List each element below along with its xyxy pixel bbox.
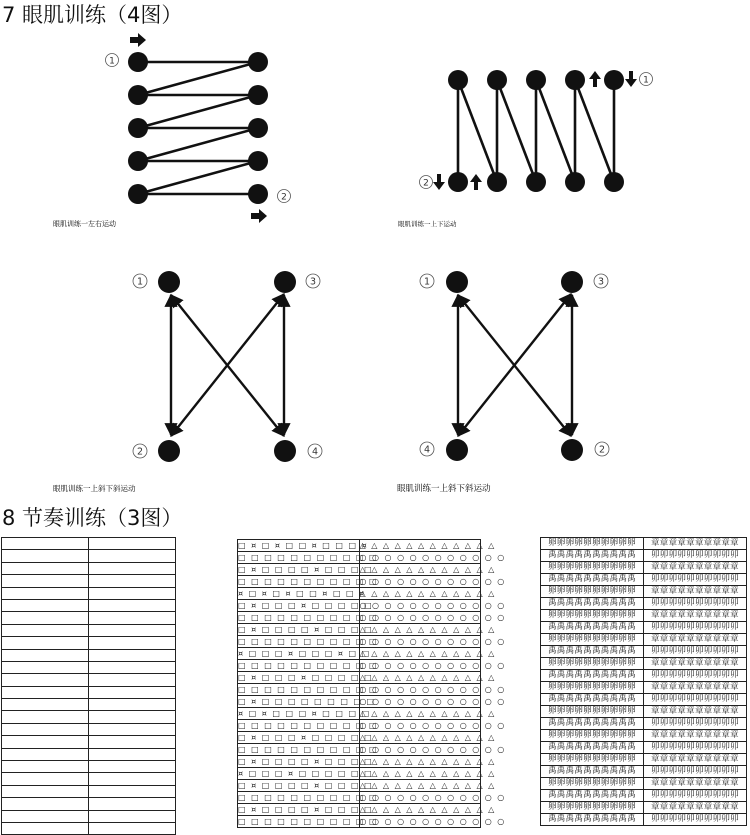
- table-cell: ○ ○ ○ ○ ○ ○ ○ ○ ○ ○ ○ ○: [359, 721, 506, 730]
- table-row: [238, 600, 481, 612]
- arrow-right-icon: [130, 33, 146, 47]
- table-cell: □ ¤ □ □ □ □ ¤ □ □ □ □: [238, 565, 374, 574]
- table-cell: △ △ △ △ △ △ △ △ △ △ △ △: [359, 589, 496, 598]
- table-cell: △ △ △ △ △ △ △ △ △ △ △ △: [359, 625, 496, 634]
- table-cell: [89, 538, 176, 550]
- table-cell: [2, 575, 89, 587]
- table-row: [541, 814, 747, 826]
- eye-diagram-left-right: [53, 33, 291, 228]
- table-cell: [2, 637, 89, 649]
- table-cell: [2, 649, 89, 661]
- table-row: [238, 576, 481, 588]
- table-row: [2, 612, 176, 624]
- table-cell: □ ¤ □ ¤ □ □ ¤ □ □ □ ¤: [238, 541, 369, 550]
- table-cell: 禹禹禹禹禹禹禹禹禹禹: [541, 646, 644, 658]
- table-cell: 卯卯卯卯卯卯卯卯卯卯: [644, 670, 747, 682]
- table-cell: 禹禹禹禹禹禹禹禹禹禹: [541, 718, 644, 730]
- table-cell: ○ ○ ○ ○ ○ ○ ○ ○ ○ ○ ○ ○: [359, 661, 506, 670]
- table-row: [238, 624, 481, 636]
- table-cell: □ □ □ □ □ □ □ □ □ □ □: [238, 745, 379, 754]
- table-cell: ○ ○ ○ ○ ○ ○ ○ ○ ○ ○ ○ ○: [359, 685, 506, 694]
- table-cell: 卵卵卵卵卵卵卵卵卵卵: [541, 538, 644, 550]
- table-cell: 卵卵卵卵卵卵卵卵卵卵: [541, 706, 644, 718]
- table-cell: 禹禹禹禹禹禹禹禹禹禹: [541, 622, 644, 634]
- table-cell: [2, 761, 89, 773]
- table-cell: [2, 773, 89, 785]
- table-row: [541, 622, 747, 634]
- table-cell: 章章章章章章章章章章: [644, 754, 747, 766]
- table-cell: [89, 587, 176, 599]
- table-row: [238, 564, 481, 576]
- table-cell: 章章章章章章章章章章: [644, 634, 747, 646]
- point-label-end: 1: [643, 75, 649, 86]
- table-cell: △ △ △ △ △ △ △ △ △ △ △ △: [359, 757, 496, 766]
- table-row: [238, 768, 481, 780]
- table-row: [2, 538, 176, 550]
- table-row: [541, 766, 747, 778]
- table-row: [2, 711, 176, 723]
- table-cell: □ ¤ □ □ □ □ ¤ □ □ □ □: [238, 625, 374, 634]
- table-cell: 卵卵卵卵卵卵卵卵卵卵: [541, 658, 644, 670]
- table-row: [541, 610, 747, 622]
- table-row: [2, 587, 176, 599]
- table-cell: [2, 599, 89, 611]
- table-cell: 章章章章章章章章章章: [644, 706, 747, 718]
- table-cell: □ ¤ □ □ □ □ □ □ □ □ □: [238, 697, 376, 706]
- table-cell: 卵卵卵卵卵卵卵卵卵卵: [541, 586, 644, 598]
- table-cell: [2, 686, 89, 698]
- table-cell: 卯卯卯卯卯卯卯卯卯卯: [644, 766, 747, 778]
- table-cell: 章章章章章章章章章章: [644, 538, 747, 550]
- table-cell: □ □ □ □ □ □ □ □ □ □ □: [238, 613, 379, 622]
- table-cell: [2, 723, 89, 735]
- table-cell: [89, 699, 176, 711]
- point-label: 2: [598, 444, 606, 456]
- arrow-down-icon: [625, 71, 637, 87]
- table-cell: 禹禹禹禹禹禹禹禹禹禹: [541, 742, 644, 754]
- eye-diagram-diagonal-b: [397, 271, 609, 494]
- point-label-end: 2: [281, 192, 287, 203]
- table-row: [2, 661, 176, 673]
- table-cell: [89, 599, 176, 611]
- table-cell: △ △ △ △ △ △ △ △ △ △ △ △: [359, 805, 496, 814]
- table-cell: [89, 748, 176, 760]
- table-row: [2, 599, 176, 611]
- table-row: [541, 718, 747, 730]
- table-row: [2, 798, 176, 810]
- table-row: [541, 778, 747, 790]
- table-row: [2, 773, 176, 785]
- table-cell: [2, 587, 89, 599]
- table-cell: [2, 562, 89, 574]
- section-heading-rhythm: 8 节奏训练（3图）: [2, 506, 183, 530]
- table-cell: □ □ □ □ □ □ □ □ □ □ □: [238, 685, 379, 694]
- table-cell: □ □ □ □ □ □ □ □ □ □ □: [238, 637, 379, 646]
- table-row: [2, 649, 176, 661]
- table-row: [238, 756, 481, 768]
- table-row: [541, 598, 747, 610]
- point-label: 4: [311, 446, 319, 458]
- table-cell: □ ¤ □ □ □ ¤ □ □ □ □ □: [238, 601, 374, 610]
- table-cell: ○ ○ ○ ○ ○ ○ ○ ○ ○ ○ ○ ○: [359, 613, 506, 622]
- table-cell: 禹禹禹禹禹禹禹禹禹禹: [541, 670, 644, 682]
- table-cell: 卵卵卵卵卵卵卵卵卵卵: [541, 562, 644, 574]
- table-cell: [89, 612, 176, 624]
- table-cell: 卵卵卵卵卵卵卵卵卵卵: [541, 610, 644, 622]
- table-row: [238, 588, 481, 600]
- table-row: [2, 624, 176, 636]
- table-row: [541, 706, 747, 718]
- table-cell: 禹禹禹禹禹禹禹禹禹禹: [541, 790, 644, 802]
- table-cell: [89, 674, 176, 686]
- table-row: [238, 612, 481, 624]
- table-cell: 禹禹禹禹禹禹禹禹禹禹: [541, 550, 644, 562]
- table-cell: [2, 538, 89, 550]
- table-cell: □ □ □ □ □ □ □ □ □ □ □: [238, 817, 379, 826]
- table-row: [541, 658, 747, 670]
- table-cell: [89, 649, 176, 661]
- table-row: [541, 646, 747, 658]
- table-cell: [89, 723, 176, 735]
- table-cell: △ △ △ △ △ △ △ △ △ △ △ △: [359, 769, 496, 778]
- table-cell: 章章章章章章章章章章: [644, 586, 747, 598]
- table-cell: ○ ○ ○ ○ ○ ○ ○ ○ ○ ○ ○ ○: [359, 793, 506, 802]
- table-cell: 卵卵卵卵卵卵卵卵卵卵: [541, 682, 644, 694]
- table-cell: [2, 822, 89, 834]
- point-label: 1: [423, 276, 431, 288]
- table-row: [541, 670, 747, 682]
- table-cell: 卵卵卵卵卵卵卵卵卵卵: [541, 778, 644, 790]
- table-cell: 章章章章章章章章章章: [644, 682, 747, 694]
- table-cell: ○ ○ ○ ○ ○ ○ ○ ○ ○ ○ ○ ○: [359, 577, 506, 586]
- table-cell: 卯卯卯卯卯卯卯卯卯卯: [644, 646, 747, 658]
- table-cell: ○ ○ ○ ○ ○ ○ ○ ○ ○ ○ ○ ○: [359, 637, 506, 646]
- table-cell: △ △ △ △ △ △ △ △ △ △ △ △: [359, 649, 496, 658]
- table-row: [2, 686, 176, 698]
- table-row: [238, 672, 481, 684]
- table-cell: 卵卵卵卵卵卵卵卵卵卵: [541, 730, 644, 742]
- table-cell: [2, 624, 89, 636]
- table-row: [238, 816, 481, 828]
- table-cell: 章章章章章章章章章章: [644, 658, 747, 670]
- table-cell: □ □ □ □ □ □ □ □ □ □ □: [238, 721, 379, 730]
- table-row: [541, 802, 747, 814]
- diagram-caption: 眼肌训练一上斜下斜运动: [53, 484, 136, 493]
- table-row: [2, 736, 176, 748]
- table-cell: [89, 773, 176, 785]
- table-row: [238, 648, 481, 660]
- table-cell: □ □ □ □ □ □ □ □ □ □ □: [238, 661, 379, 670]
- rhythm-blank-grid: [1, 537, 176, 835]
- table-cell: △ △ △ △ △ △ △ △ △ △ △ △: [359, 733, 496, 742]
- table-row: [2, 785, 176, 797]
- arrow-down-icon: [433, 174, 445, 190]
- table-cell: □ ¤ □ □ □ □ ¤ □ □ □ □: [238, 757, 374, 766]
- table-cell: [89, 686, 176, 698]
- table-cell: 卯卯卯卯卯卯卯卯卯卯: [644, 622, 747, 634]
- table-row: [541, 790, 747, 802]
- table-row: [541, 730, 747, 742]
- table-cell: [89, 822, 176, 834]
- table-cell: 卯卯卯卯卯卯卯卯卯卯: [644, 574, 747, 586]
- table-cell: □ □ □ □ □ □ □ □ □ □ □: [238, 793, 379, 802]
- table-row: [238, 540, 481, 552]
- table-row: [238, 744, 481, 756]
- table-row: [541, 754, 747, 766]
- table-row: [238, 708, 481, 720]
- table-cell: □ ¤ □ □ □ □ ¤ □ □ □ □: [238, 805, 374, 814]
- arrow-up-icon: [589, 71, 601, 87]
- table-row: [238, 660, 481, 672]
- table-row: [2, 822, 176, 834]
- table-cell: □ □ □ □ □ □ □ □ □ □ □: [238, 553, 379, 562]
- table-cell: 禹禹禹禹禹禹禹禹禹禹: [541, 574, 644, 586]
- table-cell: △ △ △ △ △ △ △ △ △ △ △ △: [359, 565, 496, 574]
- table-cell: △ △ △ △ △ △ △ △ △ △ △ △: [359, 781, 496, 790]
- table-cell: [89, 550, 176, 562]
- table-cell: 禹禹禹禹禹禹禹禹禹禹: [541, 694, 644, 706]
- table-row: [238, 732, 481, 744]
- table-cell: △ △ △ △ △ △ △ △ △ △ △ △: [359, 673, 496, 682]
- arrow-up-icon: [470, 174, 482, 190]
- table-cell: [2, 810, 89, 822]
- rhythm-glyph-grid: [540, 537, 747, 826]
- table-cell: [89, 637, 176, 649]
- table-row: [541, 562, 747, 574]
- table-row: [238, 696, 481, 708]
- table-cell: [89, 736, 176, 748]
- table-row: [2, 810, 176, 822]
- table-cell: 卵卵卵卵卵卵卵卵卵卵: [541, 802, 644, 814]
- point-label: 4: [423, 444, 431, 456]
- eye-diagram-up-down: [398, 70, 653, 228]
- table-row: [541, 694, 747, 706]
- table-cell: [89, 761, 176, 773]
- table-row: [541, 586, 747, 598]
- table-cell: 章章章章章章章章章章: [644, 802, 747, 814]
- table-cell: 章章章章章章章章章章: [644, 610, 747, 622]
- table-cell: [89, 711, 176, 723]
- table-cell: 章章章章章章章章章章: [644, 562, 747, 574]
- table-cell: △ △ △ △ △ △ △ △ △ △ △ △: [359, 709, 496, 718]
- table-cell: 卯卯卯卯卯卯卯卯卯卯: [644, 550, 747, 562]
- table-cell: 卯卯卯卯卯卯卯卯卯卯: [644, 718, 747, 730]
- table-cell: ○ ○ ○ ○ ○ ○ ○ ○ ○ ○ ○ ○: [359, 817, 506, 826]
- table-row: [2, 723, 176, 735]
- table-row: [2, 674, 176, 686]
- eye-diagram-diagonal-a: [53, 271, 322, 493]
- table-row: [2, 699, 176, 711]
- table-cell: [2, 661, 89, 673]
- table-cell: □ □ □ □ □ □ □ □ □ □ □: [238, 577, 379, 586]
- table-row: [238, 552, 481, 564]
- point-label: 3: [597, 276, 605, 288]
- table-cell: □ ¤ □ □ □ □ ¤ □ □ □ □: [238, 781, 374, 790]
- point-label: 1: [136, 276, 144, 288]
- table-cell: [2, 699, 89, 711]
- point-label: 2: [136, 446, 144, 458]
- diagram-caption: 眼肌训练一上斜下斜运动: [397, 484, 491, 494]
- table-row: [541, 742, 747, 754]
- table-cell: [2, 674, 89, 686]
- table-cell: [2, 550, 89, 562]
- table-cell: [2, 748, 89, 760]
- table-cell: [89, 575, 176, 587]
- table-cell: 章章章章章章章章章章: [644, 730, 747, 742]
- table-cell: [2, 798, 89, 810]
- table-row: [541, 574, 747, 586]
- table-row: [238, 720, 481, 732]
- table-row: [2, 761, 176, 773]
- table-cell: [89, 661, 176, 673]
- table-cell: ○ ○ ○ ○ ○ ○ ○ ○ ○ ○ ○ ○: [359, 601, 506, 610]
- table-cell: 禹禹禹禹禹禹禹禹禹禹: [541, 814, 644, 826]
- table-cell: □ ¤ □ □ □ ¤ □ □ □ □ □: [238, 673, 374, 682]
- table-cell: [89, 798, 176, 810]
- table-cell: ¤ □ ¤ □ □ □ ¤ □ □ □ □: [238, 709, 371, 718]
- diagram-caption: 眼肌训练一左右运动: [53, 220, 116, 228]
- table-cell: ¤ □ ¤ □ ¤ □ □ ¤ □ □ ¤: [238, 589, 366, 598]
- table-row: [541, 634, 747, 646]
- table-cell: 卵卵卵卵卵卵卵卵卵卵: [541, 754, 644, 766]
- arrow-right-icon: [251, 209, 267, 223]
- table-cell: △ △ △ △ △ △ △ △ △ △ △ △: [359, 541, 496, 550]
- table-cell: ○ ○ ○ ○ ○ ○ ○ ○ ○ ○ ○ ○: [359, 553, 506, 562]
- point-label-start: 2: [423, 178, 429, 189]
- rhythm-symbol-grid: [237, 539, 506, 828]
- table-cell: ○ ○ ○ ○ ○ ○ ○ ○ ○ ○ ○ ○: [359, 745, 506, 754]
- table-cell: 卯卯卯卯卯卯卯卯卯卯: [644, 694, 747, 706]
- table-row: [541, 682, 747, 694]
- point-label: 3: [309, 276, 317, 288]
- table-row: [541, 538, 747, 550]
- table-cell: [2, 612, 89, 624]
- table-cell: □ ¤ □ □ □ ¤ □ □ □ □ □: [238, 733, 374, 742]
- table-row: [238, 792, 481, 804]
- table-row: [238, 804, 481, 816]
- table-cell: [89, 810, 176, 822]
- table-cell: [89, 624, 176, 636]
- table-cell: [2, 736, 89, 748]
- table-cell: 卯卯卯卯卯卯卯卯卯卯: [644, 790, 747, 802]
- table-cell: [2, 711, 89, 723]
- table-cell: 卵卵卵卵卵卵卵卵卵卵: [541, 634, 644, 646]
- table-cell: [89, 562, 176, 574]
- table-row: [541, 550, 747, 562]
- diagram-caption: 眼肌训练一上下运动: [398, 220, 457, 228]
- table-cell: ¤ □ □ □ ¤ □ □ □ ¤ □ □: [238, 649, 371, 658]
- point-label-start: 1: [109, 56, 115, 67]
- table-cell: [2, 785, 89, 797]
- table-cell: [89, 785, 176, 797]
- table-row: [2, 562, 176, 574]
- table-cell: 卯卯卯卯卯卯卯卯卯卯: [644, 598, 747, 610]
- table-row: [2, 550, 176, 562]
- table-cell: ○ ○ ○ ○ ○ ○ ○ ○ ○ ○ ○ ○: [359, 697, 506, 706]
- table-row: [2, 637, 176, 649]
- section-heading-eye: 7 眼肌训练（4图）: [2, 3, 183, 27]
- table-row: [238, 684, 481, 696]
- table-cell: 禹禹禹禹禹禹禹禹禹禹: [541, 766, 644, 778]
- table-cell: 禹禹禹禹禹禹禹禹禹禹: [541, 598, 644, 610]
- table-row: [2, 748, 176, 760]
- table-row: [238, 780, 481, 792]
- table-row: [238, 636, 481, 648]
- table-cell: ¤ □ □ □ ¤ □ □ □ □ □ □: [238, 769, 374, 778]
- table-cell: 章章章章章章章章章章: [644, 778, 747, 790]
- table-cell: 卯卯卯卯卯卯卯卯卯卯: [644, 742, 747, 754]
- table-row: [2, 575, 176, 587]
- table-cell: 卯卯卯卯卯卯卯卯卯卯: [644, 814, 747, 826]
